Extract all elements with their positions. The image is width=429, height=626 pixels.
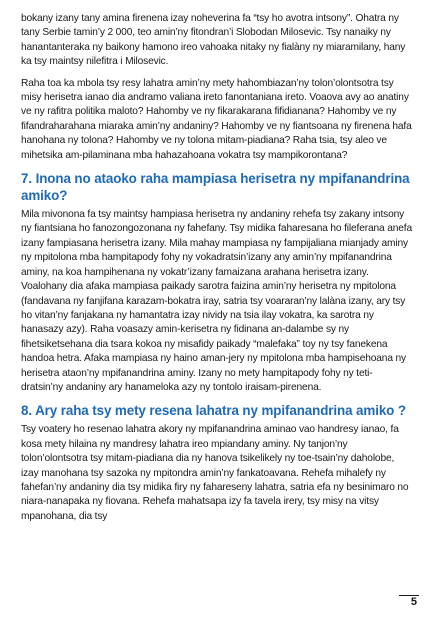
document-page xyxy=(21,12,412,531)
page-number: 5 xyxy=(410,596,417,608)
section-heading: 7. Inona no ataoko raha mampiasa herisetra ny mpifanandrina amiko? xyxy=(21,171,410,204)
body-paragraph: bokany izany tany amina firenena izay noheverina fa “tsy ho avotra intsony”. Ohatra ny tany Serbie tamin’y 2 000, teo amin’ny fitondran’i Slobodan Milosevic. Tsy nanaiky ny hanantanteraka ny baikony hamono ireo vahoaka nitaky ny fialàny ny miaramilany, hany ka tsy maintsy nilefitra i Milosevic. xyxy=(21,13,406,68)
body-paragraph: Raha toa ka mbola tsy resy lahatra amin’ny mety hahombiazan’ny tolon’olontsotra tsy misy herisetra ianao dia andramo valiana ireto fanontaniana ireto. Voaova avy ao anatiny ve ny rafitra politika maloto? Hahomby ve ny fikarakarana fifidianana? Hahomby ve ny fifandraharahana miaraka amin’ny andaniny? Hahomby ve ny fiantsoana ny firenena hafa hanohana ny tolona? Hahomby ve ny tolona mitam-piadiana? Raha tsia, tsy aleo ve mihetsika am-pilaminana mba hahazahoana vokatra tsy mampikorontana? xyxy=(21,77,412,161)
body-paragraph: Tsy voatery ho resenao lahatra akory ny mpifanandrina aminao vao handresy ianao, fa kosa mety hilaina ny mandresy lahatra ireo mpiandany aminy. Ny tanjon’ny tolon’olontsotra tsy mitam-piadiana dia ny hanova tsikelikely ny toe-tsain’ny daholobe, izay manohana tsy sazoka ny mpitondra amin’ny fankatoavana. Rehefa mihalefy ny fahefan’ny andaniny dia tsy midika firy ny fahareseny lahatra, satria efa ny besinimaro no niara-nanapaka ny fiovana. Rehefa mahatsapa izy fa tavela irery, tsy misy na vitsy mpanohana, dia tsy xyxy=(21,424,409,522)
section-heading: 8. Ary raha tsy mety resena lahatra ny mpifanandrina amiko ? xyxy=(21,403,406,419)
body-paragraph: Mila mivonona fa tsy maintsy hampiasa herisetra ny andaniny rehefa tsy zakany intsony ny fiantsiana ho fanozongozonana ny fahefany. Tsy midika faharesana ho fileferana anefa izany fampiasana herisetra izany. Mila mahay mampiasa ny fampijaliana mianjady aminy ny mpitolona mba hampitapody fohy ny vokadratsin’izany any amin’ny mpifanandrina aminy, na koa hampihenana ny vokatr’izany famaizana arahana herisetra izany. Voalohany dia afaka mampiasa paikady sarotra faizina amin’ny herisetra ny mpitolona (fandavana ny fanjifana karazam-bokatra iray, satria tsy voararan’ny lalàna izany, ary tsy ho vitan’ny fanjakana ny hamantatra izay nividy na tsia ilay vokatra, ka sarotra ny hanasazy azy). Raha voasazy amin-kerisetra ny fidinana an-dalambe sy ny fihetsiketsehana dia tsara kokoa ny misafidy paikady “malefaka” toy ny tsy fanekena handoa hetra. Afaka mampiasa ny haino aman-jery ny mpitolona mba hampisehoana ny herisetra ataon’ny mpifanandrina aminy. Izany no mety hampitapody fohy ny teti-dratsin’ny andaniny ary hanameloka azy ny tontolo iraisam-pirenena. xyxy=(21,209,412,393)
